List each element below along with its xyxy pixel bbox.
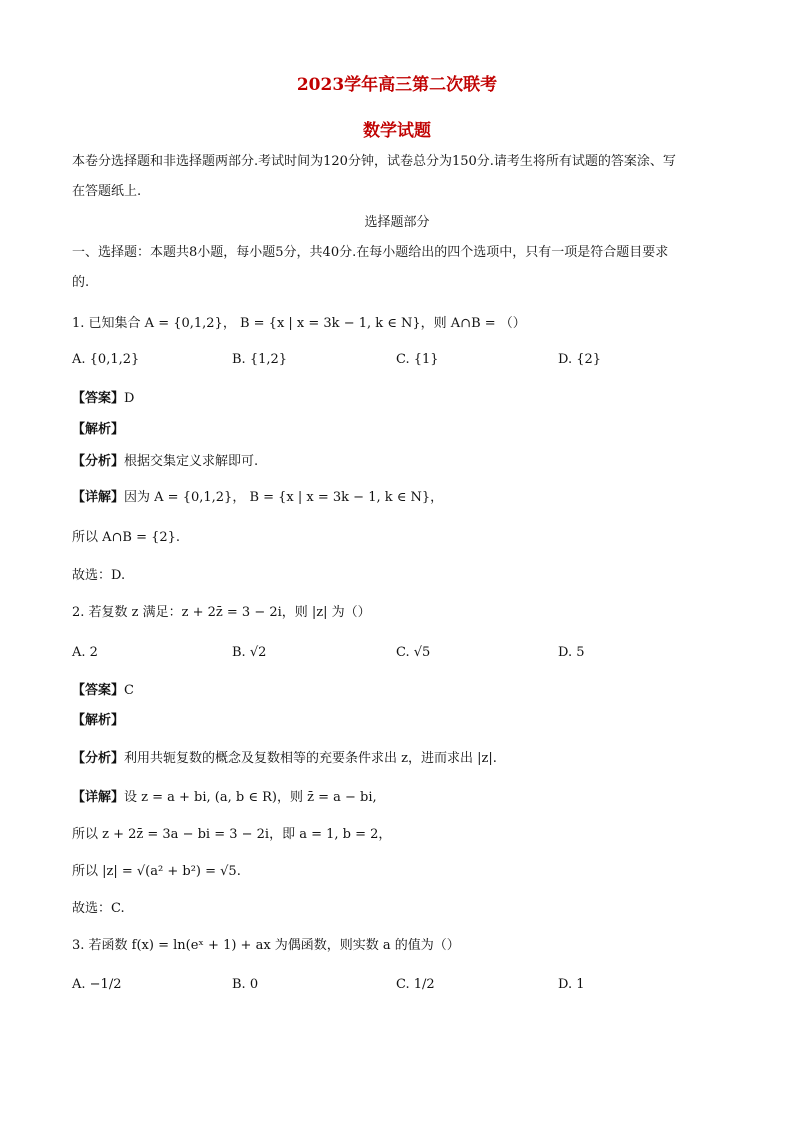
q2-detail-label: 【详解】 xyxy=(72,790,125,805)
q2-fenxi xyxy=(72,749,722,769)
q1-option-d: D. {2} xyxy=(558,352,602,367)
q1-fenxi-label: 【分析】 xyxy=(72,454,125,469)
section-instruction-1: 一、选择题：本题共8小题，每小题5分，共40分.在每小题给出的四个选项中，只有一项是符合题目要求 xyxy=(72,245,669,260)
q3-stem: 3. 若函数 f(x) = ln(eˣ + 1) + ax 为偶函数，则实数 a 的值为（） xyxy=(72,938,460,953)
section-heading: 选择题部分 xyxy=(364,215,430,230)
q2-option-a: A. 2 xyxy=(72,645,98,660)
q2-fenxi-text: 利用共轭复数的概念及复数相等的充要条件求出 z，进而求出 |z|. xyxy=(124,751,497,766)
q2-detail-line-2: 所以 z + 2z̄ = 3a − bi = 3 − 2i，即 a = 1, b = 2， xyxy=(72,827,392,842)
q1-option-b: B. {1,2} xyxy=(232,352,288,367)
q1-options xyxy=(72,352,722,374)
q2-detail-line-3: 所以 |z| = √(a² + b²) = √5. xyxy=(72,864,241,879)
q3-option-d: D. 1 xyxy=(558,977,585,992)
q2-fenxi-label: 【分析】 xyxy=(72,751,125,766)
q1-fenxi-text: 根据交集定义求解即可. xyxy=(124,454,259,469)
q1-answer xyxy=(72,389,722,409)
q1-detail-label: 【详解】 xyxy=(72,490,125,505)
q2-detail xyxy=(72,788,722,808)
q2-analysis-label xyxy=(72,711,722,731)
q1-detail-line-2: 所以 A∩B = {2}. xyxy=(72,530,181,545)
intro-line-1: 本卷分选择题和非选择题两部分.考试时间为120分钟，试卷总分为150分.请考生将所有试题的答案涂、写 xyxy=(72,154,676,169)
q2-answer xyxy=(72,681,722,701)
q1-detail-text: 因为 A = {0,1,2}， B = {x | x = 3k − 1, k ∈ N}， xyxy=(124,490,444,505)
intro-line-2: 在答题纸上. xyxy=(72,184,142,199)
q1-option-a: A. {0,1,2} xyxy=(72,352,140,367)
exam-title: 2023学年高三第二次联考 xyxy=(296,75,498,95)
q3-option-a: A. −1/2 xyxy=(72,977,122,992)
q1-option-c: C. {1} xyxy=(396,352,439,367)
q2-option-d: D. 5 xyxy=(558,645,585,660)
q2-analysis-tag: 【解析】 xyxy=(72,713,125,728)
q2-detail-line-4: 故选：C. xyxy=(72,901,125,916)
q2-option-b: B. √2 xyxy=(232,645,267,660)
q2-answer-value: C xyxy=(124,683,134,698)
q1-stem: 1. 已知集合 A = {0,1,2}， B = {x | x = 3k − 1, k ∈ N}，则 A∩B = （） xyxy=(72,316,526,331)
q3-option-b: B. 0 xyxy=(232,977,259,992)
q3-options xyxy=(72,977,722,999)
q1-answer-value: D xyxy=(124,391,135,406)
q1-fenxi xyxy=(72,452,722,472)
q2-options xyxy=(72,645,722,667)
q1-detail-line-3: 故选：D. xyxy=(72,568,126,583)
q2-option-c: C. √5 xyxy=(396,645,431,660)
q1-analysis-label xyxy=(72,420,722,440)
q2-detail-text: 设 z = a + bi, (a, b ∈ R)，则 z̄ = a − bi, xyxy=(124,790,377,805)
exam-subject: 数学试题 xyxy=(363,121,431,141)
section-instruction-2: 的. xyxy=(72,275,90,290)
q1-detail xyxy=(72,488,722,508)
q2-stem: 2. 若复数 z 满足：z + 2z̄ = 3 − 2i，则 |z| 为（） xyxy=(72,605,371,620)
q3-option-c: C. 1/2 xyxy=(396,977,435,992)
q1-analysis-tag: 【解析】 xyxy=(72,422,125,437)
q2-answer-label: 【答案】 xyxy=(72,683,125,698)
q1-answer-label: 【答案】 xyxy=(72,391,125,406)
